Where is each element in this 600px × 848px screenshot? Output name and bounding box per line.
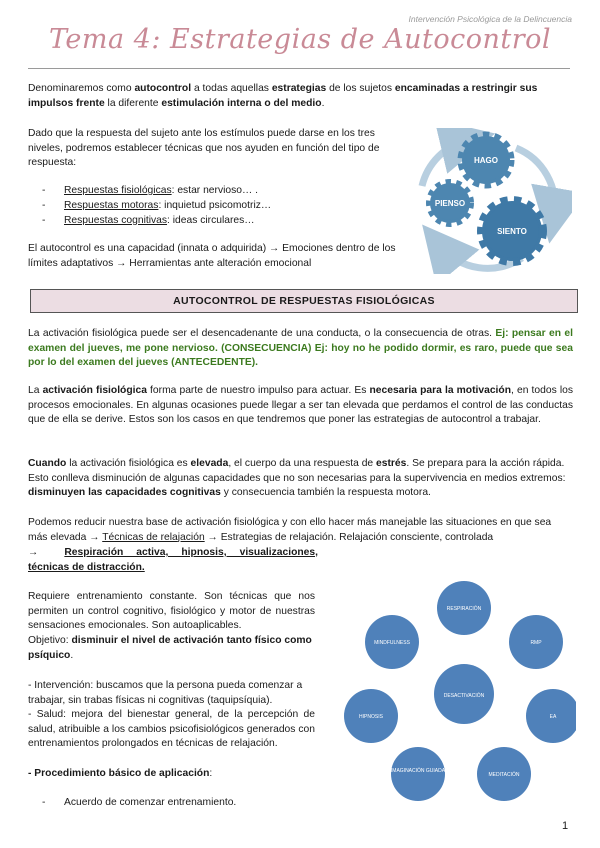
- page-number: 1: [562, 820, 569, 832]
- intro-paragraph-1: Denominaremos como autocontrol a todas aquellas estrategias de los sujetos encaminadas a restringir sus impulsos frente la diferente estimulación interna o del medio.: [28, 83, 538, 109]
- node-label: RESPIRACIÓN: [446, 606, 482, 612]
- title-divider: [28, 68, 570, 69]
- body-paragraph-health: - Salud: mejora del bienestar general, de la percepción de salud, atribuible a los cambios psicofisiológicos generados con entrenamientos prolongados en técnicas de relajación.: [28, 709, 315, 750]
- response-types-list: [28, 184, 398, 228]
- body-paragraph-training: Requiere entrenamiento constante. Son técnicas que nos permiten un control cognitivo, fisiológico y motor de nuestras sensaciones emocionales. Son autoaplicables.: [28, 591, 315, 632]
- body-paragraph-intervention: - Intervención: buscamos que la persona pueda comenzar a trabajar, sin trabas físicas ni cognitivas (taquipsíquia).: [28, 680, 303, 706]
- list-item: - Respuestas motoras: inquietud psicomotriz…: [28, 199, 398, 214]
- body-paragraph-relaxation: Podemos reducir nuestra base de activación fisiológica y con ello hacer más manejable las situaciones en que sea más elevada → Técnicas de relajación → Estrategias de relajación. Relajación consciente, controlada: [28, 517, 552, 543]
- body-paragraph-procedure: - Procedimiento básico de aplicación:: [28, 768, 213, 779]
- list-item: - Respuestas fisiológicas: estar nervioso… .: [28, 184, 398, 199]
- body-paragraph-objective: Objetivo: disminuir el nivel de activación tanto físico como psíquico.: [28, 635, 312, 661]
- gear-label-hago: HAGO: [474, 156, 498, 165]
- page-title: Tema 4: Estrategias de Autocontrol: [49, 24, 551, 55]
- gear-label-siento: SIENTO: [497, 227, 527, 236]
- intro-paragraph-3: El autocontrol es una capacidad (innata o adquirida) → Emociones dentro de los límites adaptativos → Herramientas ante alteración emocional: [28, 243, 396, 269]
- gear-label-pienso: PIENSO: [434, 199, 466, 208]
- gears-cycle-diagram: [404, 128, 572, 274]
- node-label-center: DESACTIVACIÓN: [443, 693, 485, 699]
- body-paragraph-activation: La activación fisiológica puede ser el desencadenante de una conducta, o la consecuencia de otras. Ej: pensar en el examen del jueves, me pone nervioso. (CONSECUENCIA) Ej: hoy no he podido dormir, es raro, puede que sea por lo del examen del jueves (ANTECEDENTE).: [28, 328, 573, 369]
- relaxation-techniques-line-1: → Respiración activa, hipnosis, visualizaciones,: [28, 547, 318, 558]
- list-item: - Respuestas cognitivas: ideas circulares…: [28, 214, 398, 229]
- procedure-list: [28, 796, 315, 811]
- body-paragraph-stress: Cuando la activación fisiológica es elevada, el cuerpo da una respuesta de estrés. Se prepara para la acción rápida. Esto conlleva disminución de algunas capacidades que no son necesarias para la supervivencia en medios extremos: disminuyen las capacidades cognitivas y consecuencia también la respuesta motora.: [28, 458, 566, 499]
- node-imaginacion-guiada: [391, 747, 445, 801]
- section-title: AUTOCONTROL DE RESPUESTAS FISIOLÓGICAS: [30, 289, 578, 313]
- list-item: - Acuerdo de comenzar entrenamiento.: [28, 796, 315, 811]
- node-label: EA: [549, 714, 557, 720]
- relaxation-radial-diagram: [336, 568, 576, 808]
- node-label: MEDITACIÓN: [488, 772, 520, 778]
- node-label: RMP: [530, 640, 542, 646]
- node-label: HIPNOSIS: [359, 714, 383, 720]
- header-subject: Intervención Psicológica de la Delincuencia: [408, 14, 572, 24]
- body-paragraph-motivation: La activación fisiológica forma parte de nuestro impulso para actuar. Es necesaria para la motivación, en todos los procesos emocionales. En algunas ocasiones puede llegar a ser tan elevada que perdamos el control de las conductas que de ella se derive. Estos son los casos en que tendremos que poner las estrategias de autocontrol a trabajar.: [28, 385, 573, 426]
- intro-paragraph-2: Dado que la respuesta del sujeto ante los estímulos puede darse en los tres niveles, podremos establecer técnicas que nos ayuden en función del tipo de respuesta:: [28, 128, 380, 169]
- node-label: IMAGINACIÓN GUIADA: [390, 768, 446, 774]
- node-label: MINDFULNESS: [374, 640, 410, 646]
- relaxation-techniques-line-2: técnicas de distracción.: [28, 562, 145, 573]
